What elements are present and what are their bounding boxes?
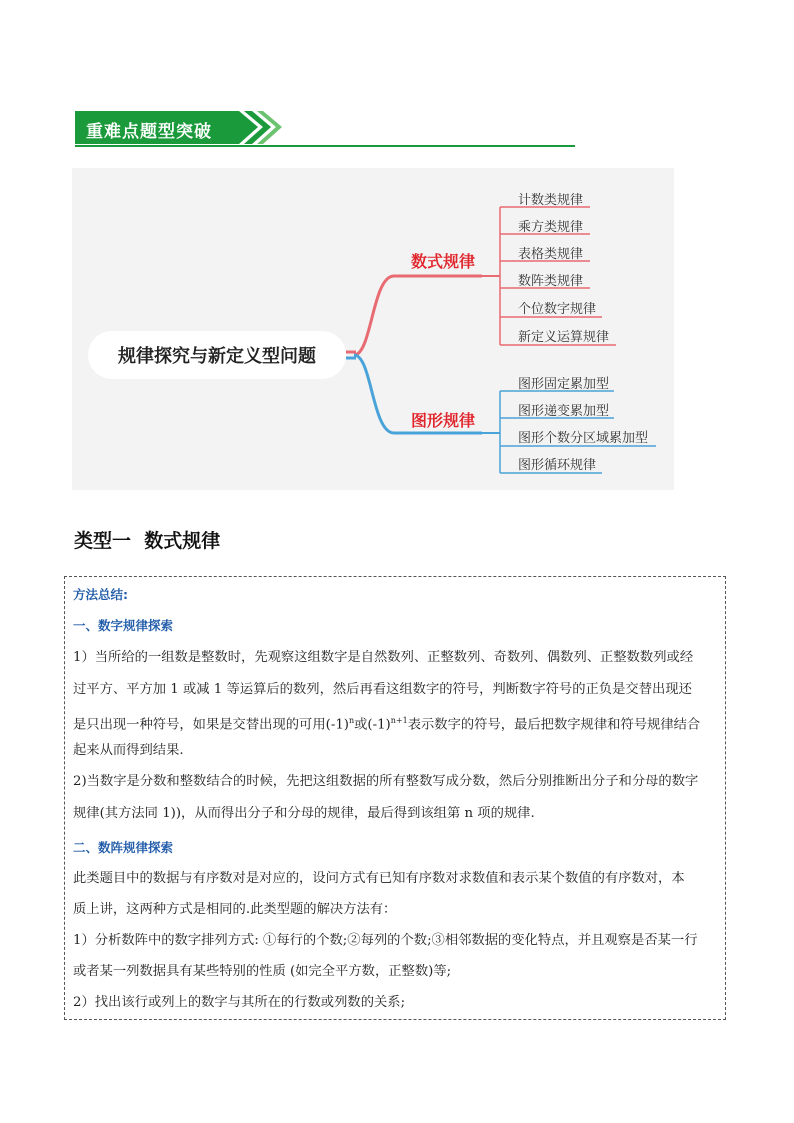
method-summary-box — [64, 576, 726, 1020]
leaf-units-digit-patterns: 个位数字规律 — [518, 302, 597, 317]
section-title-array-patterns: 二、数阵规律探索 — [73, 840, 174, 855]
branch-shape-patterns: 图形规律 — [411, 411, 476, 430]
paragraph-line: 或者某一列数据具有某些特别的性质 (如完全平方数，正整数)等; — [73, 964, 452, 979]
paragraph-line: 1）分析数阵中的数字排列方式: ①每行的个数;②每列的个数;③相邻数据的变化特点，并且观察是否某一行 — [73, 933, 698, 948]
paragraph-line: 2)当数字是分数和整数结合的时候，先把这组数据的所有整数写成分数，然后分别推断出分子和分母的数字 — [73, 774, 699, 789]
branch-numeric-patterns: 数式规律 — [411, 252, 476, 271]
paragraph-line: 1）当所给的一组数是整数时，先观察这组数字是自然数列、正整数列、奇数列、偶数列、正整数数列或经 — [73, 650, 694, 665]
leaf-region-accumulation: 图形个数分区域累加型 — [518, 431, 649, 446]
mind-map-root: 规律探究与新定义型问题 — [88, 331, 346, 379]
leaf-cyclic-patterns: 图形循环规律 — [518, 458, 597, 473]
banner-title: 重难点题型突破 — [86, 122, 212, 142]
mind-map — [72, 168, 674, 490]
leaf-progressive-accumulation: 图形递变累加型 — [518, 404, 610, 419]
paragraph-text: 或(-1) — [354, 717, 391, 733]
exponent-n: n — [348, 716, 355, 725]
leaf-table-patterns: 表格类规律 — [518, 247, 584, 262]
paragraph-line — [73, 712, 700, 734]
paragraph-line: 过平方、平方加 1 或减 1 等运算后的数列，然后再看这组数字的符号，判断数字符号的正负是交替出现还 — [73, 682, 692, 697]
paragraph-line: 此类题目中的数据与有序数对是对应的，设问方式有已知有序数对求数值和表示某个数值的有序数对，本 — [73, 871, 685, 886]
section-banner — [75, 111, 575, 147]
paragraph-line: 质上讲，这两种方式是相同的.此类型题的解决方法有： — [73, 902, 397, 917]
leaf-power-patterns: 乘方类规律 — [518, 220, 584, 235]
paragraph-line: 起来从而得到结果. — [73, 743, 184, 758]
paragraph-text: 是只出现一种符号，如果是交替出现的可用(-1) — [73, 717, 349, 733]
leaf-new-operation-patterns: 新定义运算规律 — [518, 330, 610, 345]
leaf-fixed-accumulation: 图形固定累加型 — [518, 377, 610, 392]
leaf-counting-patterns: 计数类规律 — [518, 193, 584, 208]
banner-stripes-icon — [225, 111, 285, 147]
exponent-n-plus-1: n+1 — [390, 716, 408, 725]
paragraph-line: 规律(其方法同 1))，从而得出分子和分母的规律，最后得到该组第 n 项的规律. — [73, 806, 535, 821]
leaf-number-array-patterns: 数阵类规律 — [518, 274, 584, 289]
paragraph-text: 表示数字的符号，最后把数字规律和符号规律结合 — [407, 717, 701, 733]
section-title-number-patterns: 一、数字规律探索 — [73, 618, 174, 633]
paragraph-line: 2）找出该行或列上的数字与其所在的行数或列数的关系; — [73, 995, 406, 1010]
method-title: 方法总结: — [73, 587, 128, 602]
banner-underline — [75, 145, 575, 147]
type-heading: 类型一 数式规律 — [74, 530, 221, 552]
